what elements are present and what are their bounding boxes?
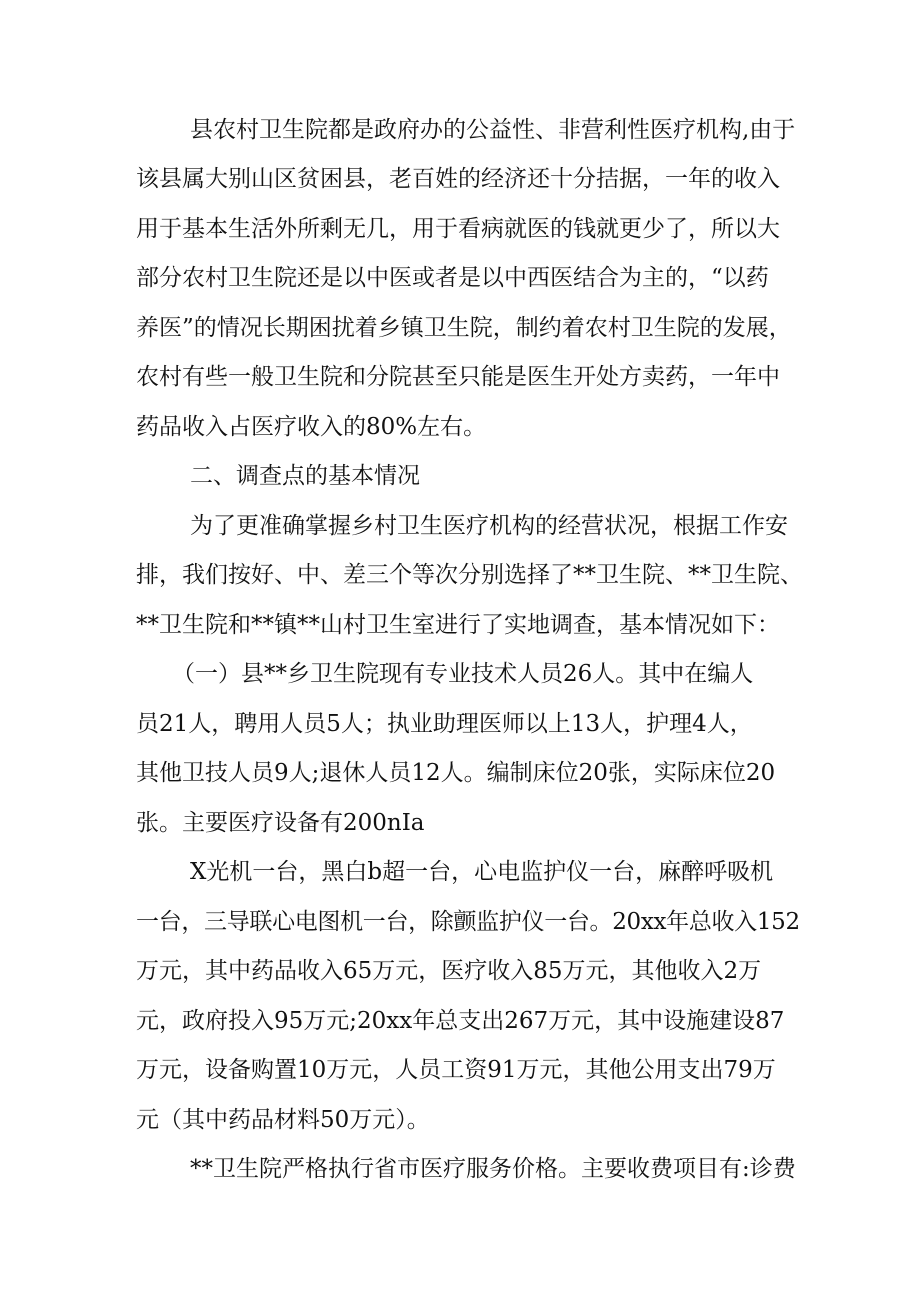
text-line: 万元，其中药品收入65万元，医疗收入85万元，其他收入2万 [136,958,762,984]
text-line: X光机一台，黑白b超一台，心电监护仪一台，麻醉呼吸机 [190,859,774,885]
text-line: 排，我们按好、中、差三个等次分别选择了**卫生院、**卫生院、 [136,562,803,588]
text-line: 养医”的情况长期困扰着乡镇卫生院，制约着农村卫生院的发展， [136,315,792,341]
text-line: 元（其中药品材料50万元）。 [136,1107,430,1133]
text-line: 用于基本生活外所剩无几，用于看病就医的钱就更少了，所以大 [136,216,780,242]
text-line: 为了更准确掌握乡村卫生医疗机构的经营状况，根据工作安 [190,513,788,539]
text-line: （一）县**乡卫生院现有专业技术人员26人。其中在编人 [172,661,754,687]
text-line: 县农村卫生院都是政府办的公益性、非营利性医疗机构,由于 [190,117,796,143]
text-line: 一台，三导联心电图机一台，除颤监护仪一台。20xx年总收入152 [136,909,800,935]
text-line: 药品收入占医疗收入的80%左右。 [136,414,487,440]
text-line: **卫生院严格执行省市医疗服务价格。主要收费项目有:诊费 [190,1156,796,1182]
text-line: 员21人，聘用人员5人；执业助理医师以上13人，护理4人， [136,711,753,737]
section-heading: 二、调查点的基本情况 [190,463,420,489]
text-line: 农村有些一般卫生院和分院甚至只能是医生开处方卖药，一年中 [136,364,780,390]
text-line: 其他卫技人员9人;退休人员12人。编制床位20张，实际床位20 [136,760,776,786]
text-line: 部分农村卫生院还是以中医或者是以中西医结合为主的，“以药 [136,265,769,291]
text-line: 元，政府投入95万元;20xx年总支出267万元，其中设施建设87 [136,1008,785,1034]
text-line: 该县属大别山区贫困县，老百姓的经济还十分拮据，一年的收入 [136,166,780,192]
text-line: 万元，设备购置10万元，人员工资91万元，其他公用支出79万 [136,1057,776,1083]
text-line: **卫生院和**镇**山村卫生室进行了实地调查，基本情况如下： [136,612,780,638]
text-line: 张。主要医疗设备有200nIa [136,810,425,836]
